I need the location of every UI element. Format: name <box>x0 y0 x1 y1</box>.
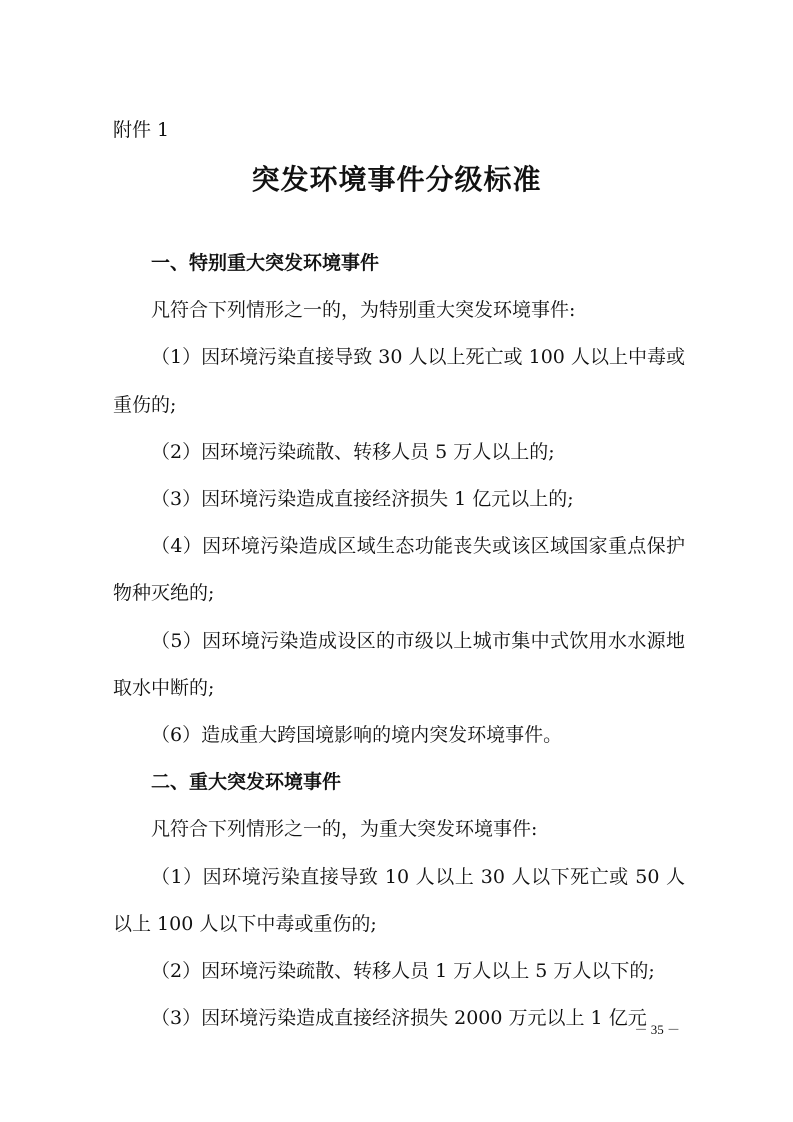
section-heading-2: 二、重大突发环境事件 <box>151 771 342 794</box>
page-number: － 35 － <box>634 1022 680 1037</box>
paragraph: （6）造成重大跨国境影响的境内突发环境事件。 <box>151 724 563 747</box>
paragraph: （4）因环境污染造成区域生态功能丧失或该区域国家重点保护物种灭绝的; <box>113 535 685 605</box>
paragraph: 凡符合下列情形之一的，为重大突发环境事件: <box>151 818 538 841</box>
paragraph: （3）因环境污染造成直接经济损失 1 亿元以上的; <box>151 488 574 511</box>
paragraph: （3）因环境污染造成直接经济损失 2000 万元以上 1 亿元 <box>151 1007 647 1030</box>
paragraph: （1）因环境污染直接导致 10 人以上 30 人以下死亡或 50 人以上 100 人以下中毒或重伤的; <box>113 865 685 935</box>
paragraph: （1）因环境污染直接导致 30 人以上死亡或 100 人以上中毒或重伤的; <box>113 346 685 416</box>
paragraph: （2）因环境污染疏散、转移人员 5 万人以上的; <box>151 440 555 463</box>
section-heading-1: 一、特别重大突发环境事件 <box>151 252 380 274</box>
document-body <box>113 240 685 1042</box>
paragraph: （2）因环境污染疏散、转移人员 1 万人以上 5 万人以下的; <box>151 960 655 983</box>
paragraph: （5）因环境污染造成设区的市级以上城市集中式饮用水水源地取水中断的; <box>113 629 685 699</box>
paragraph: 凡符合下列情形之一的，为特别重大突发环境事件: <box>151 299 576 322</box>
attachment-label: 附件 1 <box>113 119 170 141</box>
document-title: 突发环境事件分级标准 <box>251 163 542 196</box>
